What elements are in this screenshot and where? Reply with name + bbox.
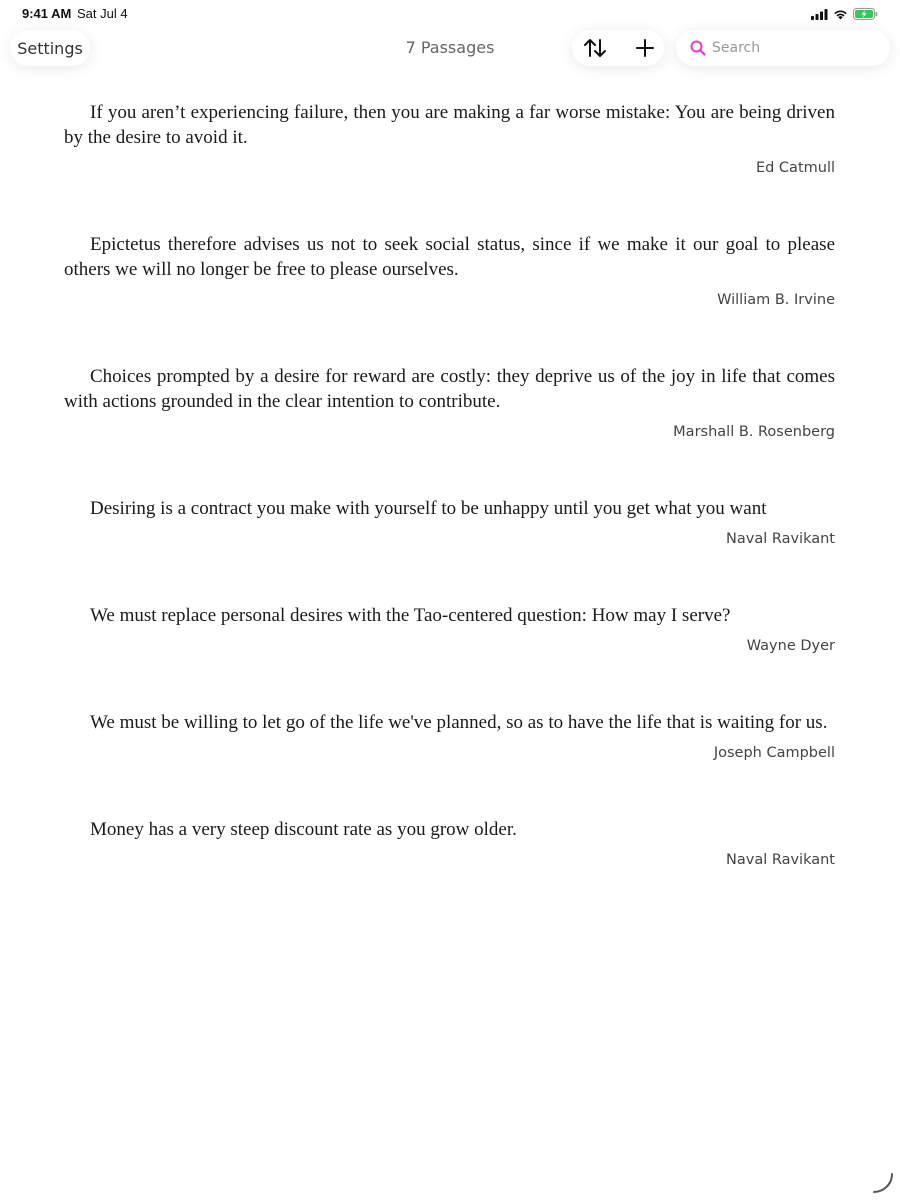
status-date: Sat Jul 4 [77,6,128,21]
passage-text: Choices prompted by a desire for reward are costly: they deprive us of the joy in life that comes with actions grounded in the clear intention to contribute. [64,366,835,412]
wifi-icon [833,5,848,24]
passage-author: Wayne Dyer [746,638,835,654]
passage-author: Joseph Campbell [713,745,835,761]
passage-author: William B. Irvine [717,292,835,308]
add-passage-button[interactable] [632,35,658,61]
status-bar [0,0,900,28]
passage-text: Epictetus therefore advises us not to seek social status, since if we make it our goal to please others we will no longer be free to please ourselves. [64,234,835,280]
passage-text: Money has a very steep discount rate as you grow older. [90,819,517,840]
passage-text: We must replace personal desires with the Tao-centered question: How may I serve? [90,605,731,626]
page-title: 7 Passages [405,38,495,57]
passage-author: Naval Ravikant [726,531,835,547]
passage-item[interactable] [64,496,835,547]
plus-icon [632,46,658,65]
passage-item[interactable] [64,100,835,176]
passage-author: Ed Catmull [755,160,835,176]
sort-button[interactable] [582,35,608,61]
passage-item[interactable] [64,364,835,440]
passage-text: Desiring is a contract you make with yourself to be unhappy until you get what you want [90,498,767,519]
status-icons [811,7,878,21]
loading-indicator-icon [872,1172,894,1194]
settings-label: Settings [17,38,83,58]
passage-list [64,100,835,868]
sort-arrows-icon [582,46,608,65]
passage-text: If you aren’t experiencing failure, then you are making a far worse mistake: You are being driven by the desire to avoid it. [64,102,835,148]
actions-group [572,30,664,66]
settings-button[interactable] [10,30,90,66]
passage-text: We must be willing to let go of the life we've planned, so as to have the life that is waiting for us. [90,712,828,733]
status-time: 9:41 AM [22,6,72,21]
battery-charging-icon [853,5,878,24]
passage-item[interactable] [64,710,835,761]
cellular-signal-icon [811,5,828,24]
search-bar [676,30,890,66]
search-input[interactable] [712,36,877,60]
passage-author: Marshall B. Rosenberg [673,424,835,440]
passage-item[interactable] [64,817,835,868]
search-icon [690,40,706,56]
passage-author: Naval Ravikant [726,852,835,868]
passage-item[interactable] [64,603,835,654]
passage-item[interactable] [64,232,835,308]
